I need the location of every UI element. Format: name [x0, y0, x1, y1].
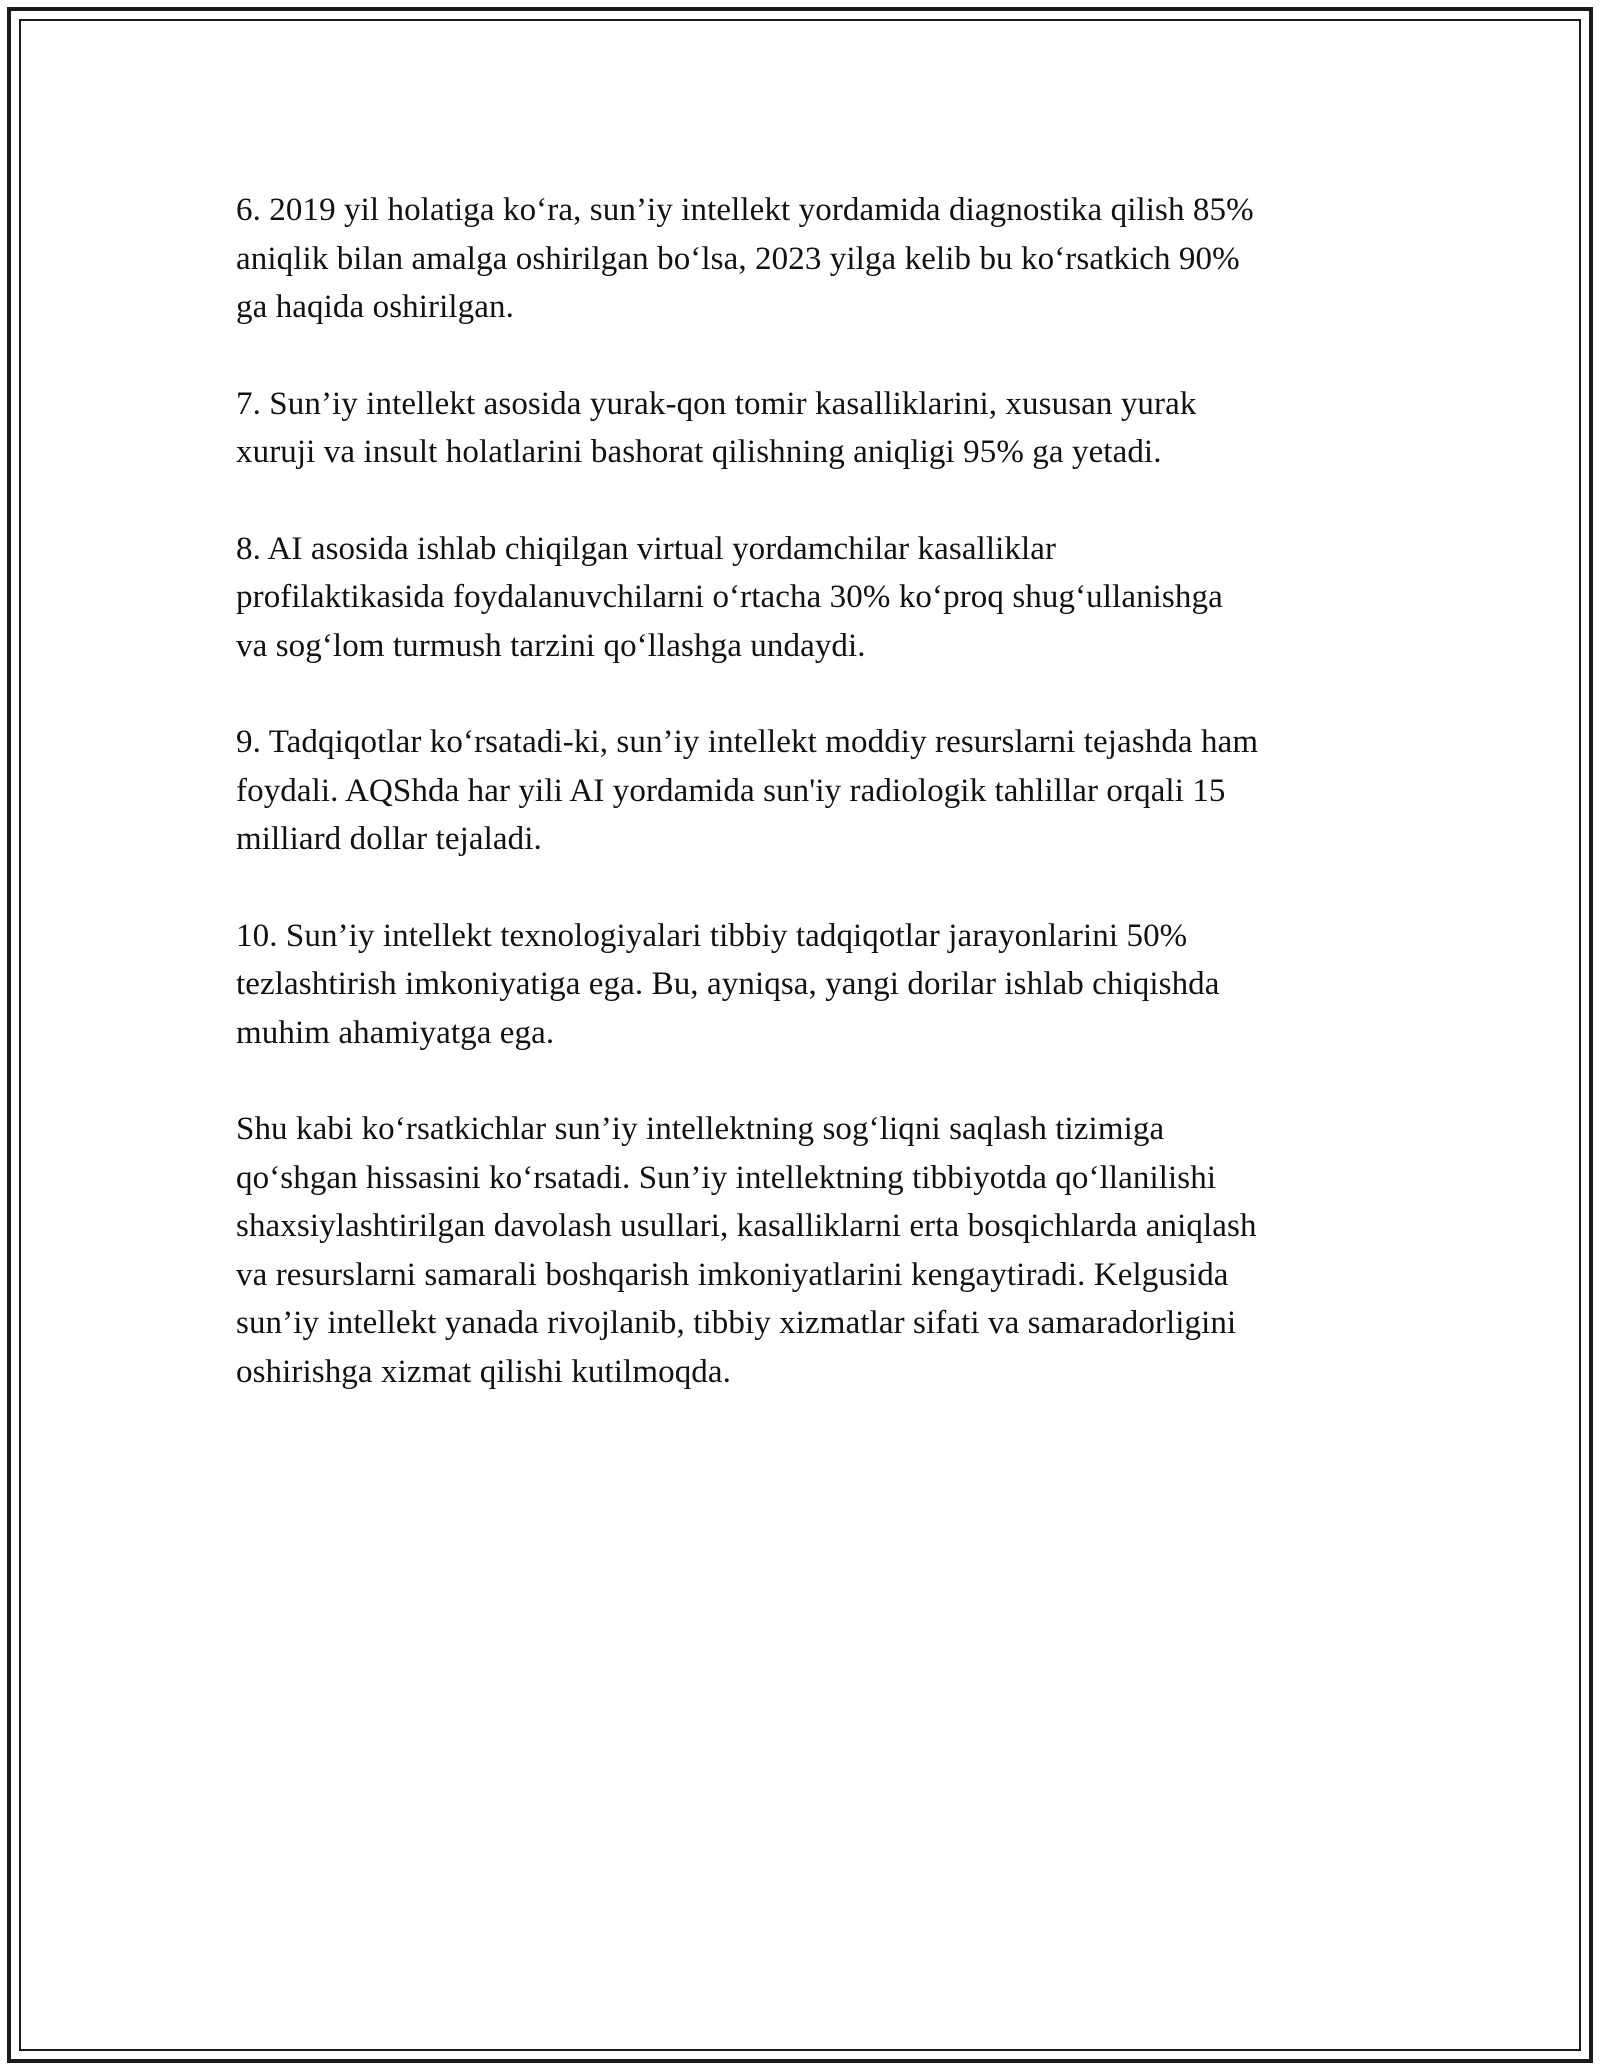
text-line: sun’iy intellekt yanada rivojlanib, tibbiy xizmatlar sifati va samaradorligini	[236, 1305, 1237, 1341]
text-line: tezlashtirish imkoniyatiga ega. Bu, ayniqsa, yangi dorilar ishlab chiqishda	[236, 966, 1220, 1002]
text-line: ga haqida oshirilgan.	[236, 289, 514, 325]
paragraph-item-10	[236, 912, 1376, 1058]
paragraph-item-7	[236, 380, 1376, 477]
text-line: foydali. AQShda har yili AI yordamida sun'iy radiologik tahlillar orqali 15	[236, 772, 1226, 809]
paragraph-conclusion	[236, 1105, 1376, 1396]
text-line: va sog‘lom turmush tarzini qo‘llashga undaydi.	[236, 627, 866, 664]
text-line: milliard dollar tejaladi.	[236, 821, 542, 857]
document-body	[236, 186, 1376, 1444]
text-line: oshirishga xizmat qilishi kutilmoqda.	[236, 1353, 731, 1390]
text-line: 6. 2019 yil holatiga ko‘ra, sun’iy intellekt yordamida diagnostika qilish 85%	[236, 192, 1254, 228]
text-line: 7. Sun’iy intellekt asosida yurak-qon tomir kasalliklarini, xususan yurak	[236, 385, 1197, 422]
text-line: 9. Tadqiqotlar ko‘rsatadi-ki, sun’iy intellekt moddiy resurslarni tejashda ham	[236, 724, 1259, 760]
paragraph-item-6	[236, 186, 1376, 332]
text-line: 8. AI asosida ishlab chiqilgan virtual yordamchilar kasalliklar	[236, 530, 1057, 567]
text-line: Shu kabi ko‘rsatkichlar sun’iy intellektning sog‘liqni saqlash tizimiga	[236, 1111, 1165, 1147]
text-line: 10. Sun’iy intellekt texnologiyalari tibbiy tadqiqotlar jarayonlarini 50%	[236, 917, 1188, 954]
text-line: qo‘shgan hissasini ko‘rsatadi. Sun’iy intellektning tibbiyotda qo‘llanilishi	[236, 1159, 1217, 1196]
text-line: aniqlik bilan amalga oshirilgan bo‘lsa, 2023 yilga kelib bu ko‘rsatkich 90%	[236, 240, 1240, 277]
text-line: va resurslarni samarali boshqarish imkoniyatlarini kengaytiradi. Kelgusida	[236, 1256, 1229, 1293]
text-line: muhim ahamiyatga ega.	[236, 1014, 555, 1051]
paragraph-item-8	[236, 525, 1376, 671]
paragraph-item-9	[236, 718, 1376, 864]
text-line: xuruji va insult holatlarini bashorat qilishning aniqligi 95% ga yetadi.	[236, 434, 1162, 470]
text-line: profilaktikasida foydalanuvchilarni o‘rtacha 30% ko‘proq shug‘ullanishga	[236, 579, 1223, 615]
text-line: shaxsiylashtirilgan davolash usullari, kasalliklarni erta bosqichlarda aniqlash	[236, 1208, 1257, 1244]
